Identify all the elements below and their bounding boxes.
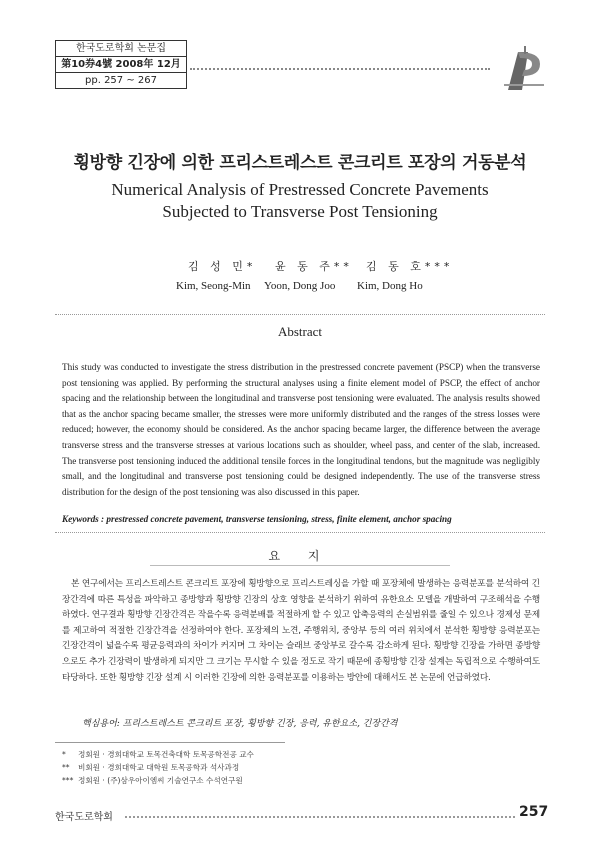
footnote-3-text: 정회원 · (주)삼우아이엠씨 기술연구소 수석연구원 [78, 776, 243, 785]
yoji-text [62, 577, 540, 686]
title-english-line1: Numerical Analysis of Prestressed Concrete Pavements [111, 180, 489, 199]
footnote-rule [55, 742, 285, 743]
author-2-korean: 윤 동 주** [275, 260, 353, 273]
abstract-heading: Abstract [277, 324, 323, 339]
yoji-text-content: 본 연구에서는 프리스트레스트 콘크리트 포장에 횡방향으로 프리스트레싱을 가할 때 포장체에 발생하는 응력분포를 분석하여 긴장간격에 따른 특성을 파악하고 종방향과 횡방향 긴장의 상호 영향을 분석하기 위하여 유한요소 모델을 개발하여 구조해석을 수행하였다. 연구결과 횡방향 긴장간격은 작을수록 응력분배를 적절하게 할 수 있고 압축응력의 손실범위를 줄일 수 있으나 경제성 문제를 제고하여 적절한 긴장간격을 선정하여야 한다. 포장체의 노견, 주행위치, 중앙부 등의 여러 위치에서 분석한 횡방향 응력분포는 긴장간격이 넓을수록 평균응력과의 차이가 커지며 그 차이는 슬래브 중앙부로 갈수록 감소하게 된다. 횡방향 긴장을 가하면 종방향으로도 추가 긴장력이 발생하게 되지만 그 크기는 무시할 수 있을 정도로 작기 때문에 종횡방향 긴장 설계는 독립적으로 수행하여도 타당하다. 또한 횡방향 긴장 설계 시 이러한 긴장에 의한 응력분포를 이용하는 방안에 대해서도 본 논문에 언급하였다. [62, 579, 540, 683]
author-1-english: Kim, Seong-Min [176, 280, 251, 292]
author-1-korean: 김 성 민* [188, 260, 257, 273]
footnote-1-text: 정회원 · 경희대학교 토목건축대학 토목공학전공 교수 [78, 750, 254, 759]
journal-logo-icon [500, 46, 550, 92]
footnote-1-mark: * [62, 750, 66, 759]
header-dotted-rule [190, 68, 490, 70]
title-korean: 횡방향 긴장에 의한 프리스트레스트 콘크리트 포장의 거동분석 [73, 153, 527, 173]
journal-volume: 第10券4號 2008年 12月 [56, 56, 186, 73]
author-3-korean: 김 동 호*** [366, 260, 454, 273]
keywords-separator [55, 532, 545, 533]
abstract-text: This study was conducted to investigate the stress distribution in the prestressed concrete pavement (PSCP) when the transverse post tensioning was applied. By performing the structural analyses using a finite element model of PSCP, the effect of anchor spacing and the relationship between the longitudinal and transverse post tensioning were evaluated. The analysis results showed that as the anchor spacing became smaller, the stresses were more uniformly distributed and the ranges of the stress losses were reduced; however, the economy should be considered. As the anchor spacing became larger, the difference between the average transverse stress and the transverse stresses at various locations such as shoulder, wheel pass, and center of the slab, increased. The transverse post tensioning induced the additional tensile forces in the longitudinal tendons, but the magnitude was negligibly small, and the longitudinal and transverse post tensioning could be designed independently. The use of the transverse stress distribution for the design of the post tensioning was also discussed in this paper. [62, 362, 540, 497]
page-number: 257 [519, 804, 549, 820]
yoji-heading: 요 지 [268, 549, 332, 563]
authors-separator [55, 314, 545, 315]
keywords-text: prestressed concrete pavement, transverse tensioning, stress, finite element, anchor spacing [106, 514, 452, 524]
footnote-2-mark: ** [62, 763, 70, 772]
korean-keywords: 핵심용어: 프리스트레스트 콘크리트 포장, 횡방향 긴장, 응력, 유한요소, 긴장간격 [82, 719, 398, 729]
journal-pages: pp. 257 ~ 267 [85, 75, 157, 86]
yoji-underline [150, 565, 450, 566]
footer-society: 한국도로학회 [55, 812, 113, 823]
footnote-2 [62, 761, 362, 774]
footnote-3 [62, 774, 362, 787]
footnote-3-mark: *** [62, 776, 74, 785]
footnote-2-text: 비회원 · 경희대학교 대학원 토목공학과 석사과정 [78, 763, 240, 772]
journal-name: 한국도로학회 논문집 [75, 43, 167, 54]
footnote-1 [62, 748, 362, 761]
title-english-line2: Subjected to Transverse Post Tensioning [162, 202, 438, 221]
footer-dotted-rule [125, 816, 515, 818]
keywords-label: Keywords : [62, 514, 107, 524]
author-3-english: Kim, Dong Ho [357, 280, 423, 292]
keywords [62, 514, 540, 524]
footnotes [62, 748, 362, 787]
author-2-english: Yoon, Dong Joo [264, 280, 336, 292]
journal-info-box [55, 40, 187, 89]
